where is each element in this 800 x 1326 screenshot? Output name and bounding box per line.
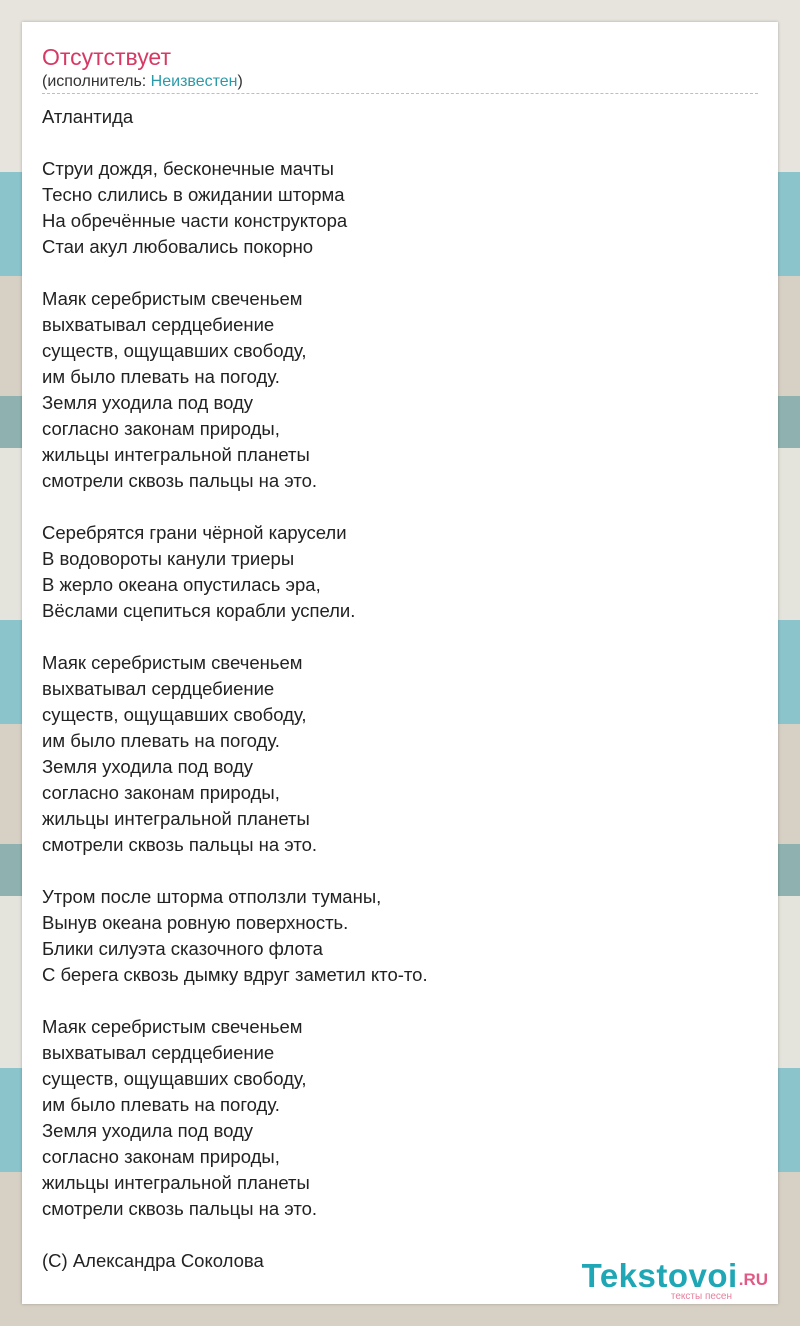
lyrics-line: Вынув океана ровную поверхность. (42, 912, 349, 933)
lyrics-line: С берега сквозь дымку вдруг заметил кто-то. (42, 964, 428, 985)
performer-link[interactable]: Неизвестен (150, 73, 238, 90)
lyrics-line: Утром после шторма отползли туманы, (42, 886, 382, 907)
logo-tagline: тексты песен (670, 1291, 732, 1302)
lyrics-line: им было плевать на погоду. (42, 1094, 280, 1115)
lyrics-line (42, 260, 428, 286)
lyrics-line: Струи дождя, бесконечные мачты (42, 158, 334, 179)
lyrics-line (42, 988, 428, 1014)
lyrics-line: жильцы интегральной планеты (42, 1172, 310, 1193)
lyrics-line: выхватывал сердцебиение (42, 314, 275, 335)
lyrics-line: На обречённые части конструктора (42, 210, 348, 231)
lyrics-line: жильцы интегральной планеты (42, 444, 310, 465)
lyrics-line: В водовороты канули триеры (42, 548, 295, 569)
performer-suffix: ) (237, 73, 243, 90)
lyrics-line: смотрели сквозь пальцы на это. (42, 470, 318, 491)
lyrics-line: существ, ощущавших свободу, (42, 1068, 307, 1089)
lyrics-card (22, 22, 778, 1304)
lyrics-line: согласно законам природы, (42, 1146, 280, 1167)
lyrics-line: согласно законам природы, (42, 782, 280, 803)
performer-line (42, 72, 243, 92)
lyrics-line: Серебрятся грани чёрной карусели (42, 522, 347, 543)
lyrics-line (42, 624, 428, 650)
lyrics-line: выхватывал сердцебиение (42, 678, 275, 699)
lyrics-line: Маяк серебристым свеченьем (42, 652, 303, 673)
lyrics-line: согласно законам природы, (42, 418, 280, 439)
lyrics-line: жильцы интегральной планеты (42, 808, 310, 829)
lyrics-line: Стаи акул любовались покорно (42, 236, 314, 257)
lyrics-line: существ, ощущавших свободу, (42, 704, 307, 725)
lyrics-line: Атлантида (42, 106, 134, 127)
lyrics-line: им было плевать на погоду. (42, 730, 280, 751)
lyrics-line: Тесно слились в ожидании шторма (42, 184, 345, 205)
lyrics-line: смотрели сквозь пальцы на это. (42, 1198, 318, 1219)
lyrics-line: существ, ощущавших свободу, (42, 340, 307, 361)
logo-domain-suffix: .RU (738, 1270, 768, 1289)
lyrics-line: (C) Александра Соколова (42, 1250, 264, 1271)
title-divider (42, 93, 758, 94)
lyrics-line: Земля уходила под воду (42, 756, 254, 777)
lyrics-line: им было плевать на погоду. (42, 366, 280, 387)
lyrics-line (42, 1222, 428, 1248)
lyrics-line: Вёслами сцепиться корабли успели. (42, 600, 356, 621)
lyrics-text (42, 104, 428, 1274)
lyrics-line: смотрели сквозь пальцы на это. (42, 834, 318, 855)
lyrics-line: Маяк серебристым свеченьем (42, 288, 303, 309)
lyrics-line: Блики силуэта сказочного флота (42, 938, 323, 959)
lyrics-line: В жерло океана опустилась эра, (42, 574, 321, 595)
lyrics-line: Земля уходила под воду (42, 392, 254, 413)
lyrics-line: Земля уходила под воду (42, 1120, 254, 1141)
logo-main-text: Tekstovoi (581, 1257, 738, 1294)
lyrics-line: Маяк серебристым свеченьем (42, 1016, 303, 1037)
song-title: Отсутствует (42, 44, 171, 70)
lyrics-line (42, 130, 428, 156)
lyrics-line: выхватывал сердцебиение (42, 1042, 275, 1063)
lyrics-line (42, 494, 428, 520)
performer-prefix: (исполнитель: (42, 73, 151, 90)
lyrics-line (42, 858, 428, 884)
site-logo[interactable] (581, 1257, 768, 1302)
